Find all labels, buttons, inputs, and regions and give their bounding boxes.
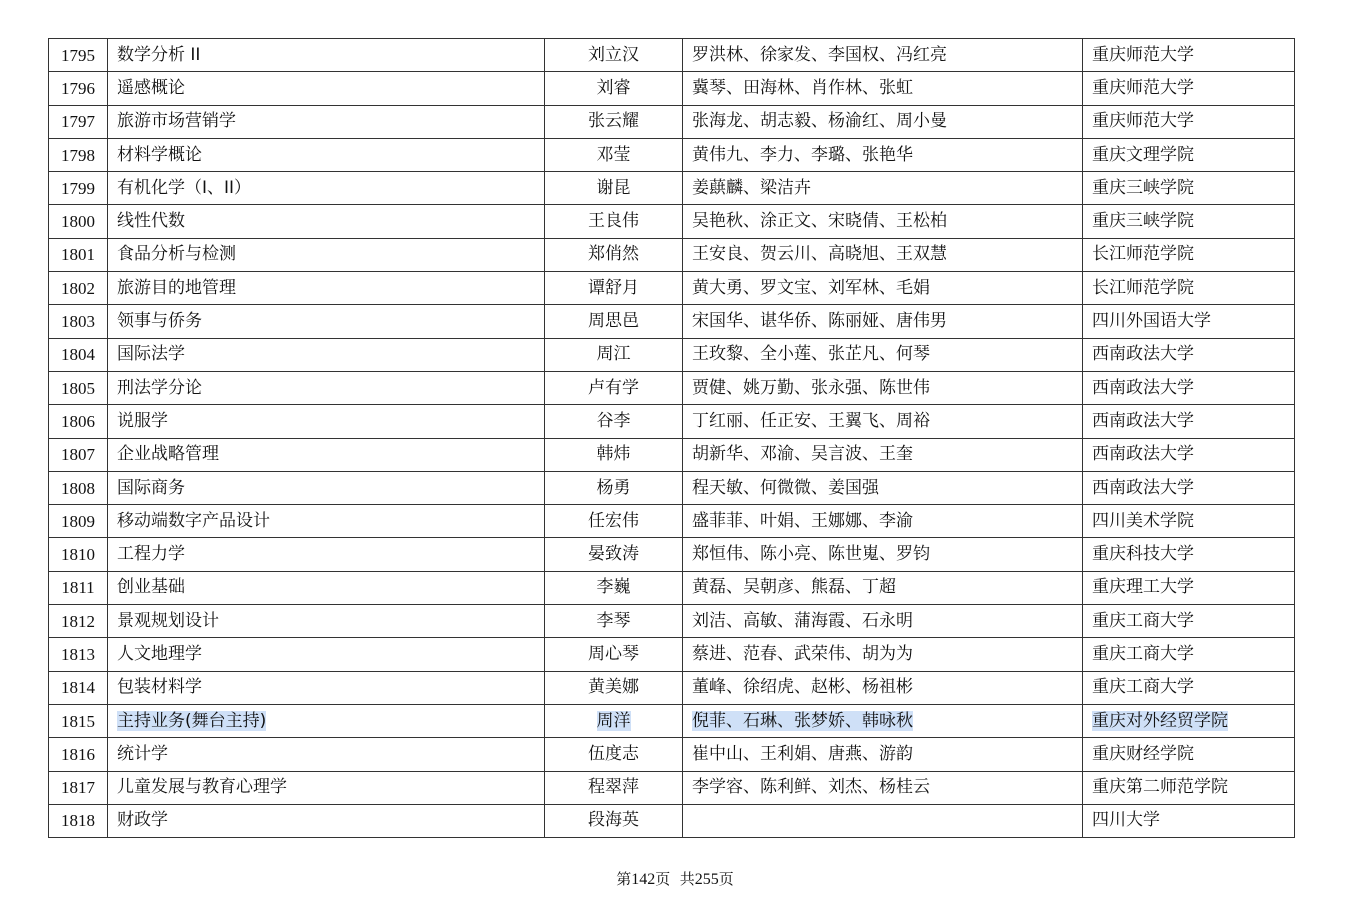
course-name-cell xyxy=(108,538,545,571)
school-cell xyxy=(1083,371,1295,404)
course-table xyxy=(48,38,1295,838)
school-cell xyxy=(1083,72,1295,105)
course-name-text: 旅游目的地管理 xyxy=(117,277,236,298)
course-name-cell xyxy=(108,272,545,305)
course-lead-text: 谷李 xyxy=(596,410,631,431)
team-members-cell xyxy=(683,438,1083,471)
course-lead-cell xyxy=(545,305,683,338)
table-body xyxy=(49,39,1295,838)
course-lead-cell xyxy=(545,405,683,438)
school-text: 西南政法大学 xyxy=(1092,344,1194,365)
team-members-text: 程天敏、何微微、姜国强 xyxy=(692,477,879,498)
school-text: 重庆科技大学 xyxy=(1092,544,1194,565)
row-number-text: 1806 xyxy=(61,411,95,431)
row-number-cell xyxy=(49,105,108,138)
course-lead-cell xyxy=(545,338,683,371)
team-members-cell xyxy=(683,671,1083,704)
course-lead-text: 任宏伟 xyxy=(588,510,639,531)
table-row xyxy=(49,138,1295,171)
course-lead-cell xyxy=(545,638,683,671)
school-text: 重庆三峡学院 xyxy=(1092,211,1194,232)
table-row xyxy=(49,371,1295,404)
course-name-text: 企业战略管理 xyxy=(117,444,219,465)
school-cell xyxy=(1083,138,1295,171)
school-cell xyxy=(1083,738,1295,771)
course-name-text: 食品分析与检测 xyxy=(117,244,236,265)
course-lead-cell xyxy=(545,172,683,205)
course-name-cell xyxy=(108,671,545,704)
course-lead-cell xyxy=(545,438,683,471)
school-text: 重庆工商大学 xyxy=(1092,677,1194,698)
table-row xyxy=(49,771,1295,804)
course-lead-text: 韩炜 xyxy=(596,444,631,465)
school-cell xyxy=(1083,105,1295,138)
team-members-text: 吴艳秋、涂正文、宋晓倩、王松柏 xyxy=(692,211,947,232)
row-number-cell xyxy=(49,438,108,471)
row-number-text: 1811 xyxy=(61,578,95,598)
team-members-text: 黄伟九、李力、李璐、张艳华 xyxy=(692,144,913,165)
school-text: 四川大学 xyxy=(1092,810,1160,831)
course-lead-cell xyxy=(545,105,683,138)
school-text: 西南政法大学 xyxy=(1092,377,1194,398)
table-row xyxy=(49,738,1295,771)
course-name-text: 统计学 xyxy=(117,743,168,764)
table-row xyxy=(49,605,1295,638)
row-number-text: 1804 xyxy=(61,345,95,365)
table-row xyxy=(49,305,1295,338)
course-name-cell xyxy=(108,804,545,837)
school-cell xyxy=(1083,338,1295,371)
course-name-cell xyxy=(108,738,545,771)
course-lead-cell xyxy=(545,39,683,72)
course-lead-cell xyxy=(545,205,683,238)
course-name-text: 国际商务 xyxy=(117,477,185,498)
school-cell xyxy=(1083,505,1295,538)
table-row xyxy=(49,538,1295,571)
table-row xyxy=(49,238,1295,271)
course-name-cell xyxy=(108,771,545,804)
team-members-cell xyxy=(683,272,1083,305)
team-members-cell xyxy=(683,39,1083,72)
course-name-cell xyxy=(108,438,545,471)
school-text: 长江师范学院 xyxy=(1092,277,1194,298)
course-lead-cell xyxy=(545,272,683,305)
course-name-text: 主持业务(舞台主持) xyxy=(117,710,267,731)
school-text: 重庆第二师范学院 xyxy=(1092,777,1228,798)
row-number-cell xyxy=(49,505,108,538)
school-text: 西南政法大学 xyxy=(1092,477,1194,498)
team-members-cell xyxy=(683,771,1083,804)
course-name-cell xyxy=(108,105,545,138)
course-name-text: 儿童发展与教育心理学 xyxy=(117,777,287,798)
table-row xyxy=(49,571,1295,604)
school-text: 四川外国语大学 xyxy=(1092,311,1211,332)
team-members-text: 董峰、徐绍虎、赵彬、杨祖彬 xyxy=(692,677,913,698)
current-page-number: 142 xyxy=(631,871,656,888)
table-row xyxy=(49,704,1295,737)
row-number-text: 1808 xyxy=(61,478,95,498)
course-lead-cell xyxy=(545,471,683,504)
table-row xyxy=(49,471,1295,504)
row-number-cell xyxy=(49,305,108,338)
school-cell xyxy=(1083,172,1295,205)
team-members-text: 李学容、陈利鲜、刘杰、杨桂云 xyxy=(692,777,930,798)
course-lead-text: 谢昆 xyxy=(596,177,631,198)
course-name-text: 创业基础 xyxy=(117,577,185,598)
course-lead-cell xyxy=(545,538,683,571)
row-number-cell xyxy=(49,338,108,371)
course-name-text: 数学分析 II xyxy=(117,44,201,65)
course-lead-text: 段海英 xyxy=(588,810,639,831)
course-name-cell xyxy=(108,172,545,205)
team-members-text: 王安良、贺云川、高晓旭、王双慧 xyxy=(692,244,947,265)
school-text: 西南政法大学 xyxy=(1092,444,1194,465)
row-number-text: 1816 xyxy=(61,744,95,764)
team-members-cell xyxy=(683,338,1083,371)
row-number-cell xyxy=(49,738,108,771)
course-lead-cell xyxy=(545,571,683,604)
total-page-number: 255 xyxy=(694,871,719,888)
course-name-cell xyxy=(108,371,545,404)
course-lead-text: 刘睿 xyxy=(596,77,631,98)
row-number-cell xyxy=(49,371,108,404)
course-name-cell xyxy=(108,605,545,638)
course-name-text: 刑法学分论 xyxy=(117,377,202,398)
table-row xyxy=(49,172,1295,205)
course-name-text: 有机化学（I、II） xyxy=(117,177,252,198)
school-text: 重庆对外经贸学院 xyxy=(1092,710,1228,731)
team-members-cell xyxy=(683,471,1083,504)
row-number-cell xyxy=(49,72,108,105)
team-members-text: 崔中山、王利娟、唐燕、游韵 xyxy=(692,743,913,764)
team-members-text: 郑恒伟、陈小亮、陈世嵬、罗钧 xyxy=(692,544,930,565)
row-number-text: 1814 xyxy=(61,678,95,698)
course-name-cell xyxy=(108,39,545,72)
row-number-text: 1813 xyxy=(61,644,95,664)
row-number-text: 1798 xyxy=(61,145,95,165)
course-name-cell xyxy=(108,405,545,438)
table-row xyxy=(49,105,1295,138)
course-name-text: 领事与侨务 xyxy=(117,311,202,332)
row-number-cell xyxy=(49,405,108,438)
course-lead-text: 谭舒月 xyxy=(588,277,639,298)
school-cell xyxy=(1083,605,1295,638)
row-number-text: 1807 xyxy=(61,445,95,465)
course-lead-cell xyxy=(545,738,683,771)
school-text: 重庆师范大学 xyxy=(1092,44,1194,65)
team-members-cell xyxy=(683,172,1083,205)
school-cell xyxy=(1083,704,1295,737)
course-lead-cell xyxy=(545,371,683,404)
course-lead-text: 王良伟 xyxy=(588,211,639,232)
row-number-cell xyxy=(49,471,108,504)
team-members-cell xyxy=(683,605,1083,638)
course-lead-cell xyxy=(545,238,683,271)
row-number-cell xyxy=(49,538,108,571)
row-number-text: 1818 xyxy=(61,811,95,831)
team-members-text: 刘洁、高敏、蒲海霞、石永明 xyxy=(692,610,913,631)
course-name-text: 说服学 xyxy=(117,410,168,431)
team-members-text: 蔡进、范春、武荣伟、胡为为 xyxy=(692,643,913,664)
row-number-text: 1810 xyxy=(61,545,95,565)
school-cell xyxy=(1083,804,1295,837)
row-number-text: 1797 xyxy=(61,112,95,132)
team-members-cell xyxy=(683,804,1083,837)
team-members-cell xyxy=(683,238,1083,271)
course-lead-text: 刘立汉 xyxy=(588,44,639,65)
school-cell xyxy=(1083,638,1295,671)
course-lead-cell xyxy=(545,804,683,837)
course-name-cell xyxy=(108,238,545,271)
page-footer xyxy=(0,868,1350,889)
footer-suffix: 页 xyxy=(718,870,734,888)
school-text: 四川美术学院 xyxy=(1092,510,1194,531)
row-number-cell xyxy=(49,172,108,205)
team-members-cell xyxy=(683,105,1083,138)
course-name-text: 景观规划设计 xyxy=(117,610,219,631)
course-name-cell xyxy=(108,704,545,737)
course-lead-text: 李琴 xyxy=(596,610,631,631)
course-lead-text: 卢有学 xyxy=(588,377,639,398)
footer-prefix: 第 xyxy=(616,870,632,888)
school-cell xyxy=(1083,671,1295,704)
school-cell xyxy=(1083,438,1295,471)
team-members-text: 胡新华、邓渝、吴言波、王奎 xyxy=(692,444,913,465)
school-text: 长江师范学院 xyxy=(1092,244,1194,265)
course-name-cell xyxy=(108,571,545,604)
course-name-text: 线性代数 xyxy=(117,211,185,232)
course-name-text: 财政学 xyxy=(117,810,168,831)
course-name-text: 人文地理学 xyxy=(117,643,202,664)
school-cell xyxy=(1083,305,1295,338)
course-lead-text: 郑俏然 xyxy=(588,244,639,265)
row-number-cell xyxy=(49,272,108,305)
school-cell xyxy=(1083,471,1295,504)
course-lead-text: 周江 xyxy=(596,344,631,365)
course-lead-cell xyxy=(545,771,683,804)
course-name-cell xyxy=(108,505,545,538)
school-text: 重庆三峡学院 xyxy=(1092,177,1194,198)
course-name-cell xyxy=(108,338,545,371)
course-lead-text: 张云耀 xyxy=(588,111,639,132)
team-members-text: 贾健、姚万勤、张永强、陈世伟 xyxy=(692,377,930,398)
team-members-text: 宋国华、谌华侨、陈丽娅、唐伟男 xyxy=(692,311,947,332)
row-number-cell xyxy=(49,138,108,171)
course-lead-text: 黄美娜 xyxy=(588,677,639,698)
team-members-cell xyxy=(683,305,1083,338)
row-number-text: 1796 xyxy=(61,78,95,98)
row-number-text: 1817 xyxy=(61,778,95,798)
course-lead-text: 晏致涛 xyxy=(588,544,639,565)
course-lead-cell xyxy=(545,605,683,638)
row-number-text: 1803 xyxy=(61,312,95,332)
course-name-text: 移动端数字产品设计 xyxy=(117,510,270,531)
row-number-cell xyxy=(49,704,108,737)
course-lead-cell xyxy=(545,671,683,704)
school-text: 重庆工商大学 xyxy=(1092,610,1194,631)
team-members-text: 丁红丽、任正安、王翼飞、周裕 xyxy=(692,410,930,431)
school-cell xyxy=(1083,238,1295,271)
course-name-text: 包装材料学 xyxy=(117,677,202,698)
table-row xyxy=(49,438,1295,471)
course-name-cell xyxy=(108,638,545,671)
table-row xyxy=(49,671,1295,704)
team-members-cell xyxy=(683,538,1083,571)
team-members-text: 倪菲、石琳、张梦娇、韩咏秋 xyxy=(692,710,913,731)
course-name-cell xyxy=(108,205,545,238)
row-number-text: 1802 xyxy=(61,278,95,298)
team-members-text: 罗洪林、徐家发、李国权、冯红亮 xyxy=(692,44,947,65)
table-row xyxy=(49,272,1295,305)
course-lead-text: 李巍 xyxy=(596,577,631,598)
team-members-cell xyxy=(683,505,1083,538)
course-lead-text: 邓莹 xyxy=(596,144,631,165)
school-cell xyxy=(1083,39,1295,72)
footer-mid: 页 共 xyxy=(655,870,695,888)
school-cell xyxy=(1083,205,1295,238)
row-number-cell xyxy=(49,39,108,72)
row-number-cell xyxy=(49,571,108,604)
school-text: 西南政法大学 xyxy=(1092,410,1194,431)
table-row xyxy=(49,72,1295,105)
team-members-text: 王玫黎、全小莲、张芷凡、何琴 xyxy=(692,344,930,365)
school-text: 重庆师范大学 xyxy=(1092,111,1194,132)
school-cell xyxy=(1083,272,1295,305)
school-text: 重庆工商大学 xyxy=(1092,643,1194,664)
table-row xyxy=(49,338,1295,371)
row-number-text: 1800 xyxy=(61,212,95,232)
course-lead-text: 伍度志 xyxy=(588,743,639,764)
course-lead-cell xyxy=(545,505,683,538)
school-cell xyxy=(1083,771,1295,804)
school-text: 重庆财经学院 xyxy=(1092,743,1194,764)
team-members-cell xyxy=(683,571,1083,604)
row-number-text: 1795 xyxy=(61,45,95,65)
course-lead-text: 周洋 xyxy=(596,710,631,731)
row-number-text: 1801 xyxy=(61,245,95,265)
course-name-text: 工程力学 xyxy=(117,544,185,565)
team-members-cell xyxy=(683,738,1083,771)
row-number-cell xyxy=(49,605,108,638)
row-number-cell xyxy=(49,771,108,804)
row-number-cell xyxy=(49,205,108,238)
team-members-text: 黄磊、吴朝彦、熊磊、丁超 xyxy=(692,577,896,598)
row-number-text: 1805 xyxy=(61,378,95,398)
course-lead-cell xyxy=(545,704,683,737)
table-row xyxy=(49,505,1295,538)
course-name-text: 旅游市场营销学 xyxy=(117,111,236,132)
course-name-cell xyxy=(108,72,545,105)
school-cell xyxy=(1083,405,1295,438)
course-name-text: 遥感概论 xyxy=(117,77,185,98)
school-text: 重庆文理学院 xyxy=(1092,144,1194,165)
course-lead-text: 杨勇 xyxy=(596,477,631,498)
team-members-cell xyxy=(683,704,1083,737)
row-number-text: 1799 xyxy=(61,178,95,198)
table-row xyxy=(49,205,1295,238)
course-name-cell xyxy=(108,305,545,338)
course-name-text: 材料学概论 xyxy=(117,144,202,165)
course-name-cell xyxy=(108,138,545,171)
course-name-text: 国际法学 xyxy=(117,344,185,365)
course-lead-text: 周心琴 xyxy=(588,643,639,664)
table-row xyxy=(49,39,1295,72)
course-name-cell xyxy=(108,471,545,504)
course-lead-text: 程翠萍 xyxy=(588,777,639,798)
team-members-cell xyxy=(683,205,1083,238)
team-members-text: 冀琴、田海林、肖作林、张虹 xyxy=(692,77,913,98)
school-text: 重庆师范大学 xyxy=(1092,77,1194,98)
row-number-cell xyxy=(49,804,108,837)
row-number-cell xyxy=(49,638,108,671)
team-members-cell xyxy=(683,405,1083,438)
school-text: 重庆理工大学 xyxy=(1092,577,1194,598)
row-number-text: 1815 xyxy=(61,711,95,731)
team-members-text: 盛菲菲、叶娟、王娜娜、李渝 xyxy=(692,510,913,531)
team-members-text: 黄大勇、罗文宝、刘军林、毛娟 xyxy=(692,277,930,298)
row-number-text: 1812 xyxy=(61,611,95,631)
row-number-cell xyxy=(49,671,108,704)
course-lead-cell xyxy=(545,72,683,105)
row-number-text: 1809 xyxy=(61,511,95,531)
course-lead-cell xyxy=(545,138,683,171)
team-members-cell xyxy=(683,138,1083,171)
team-members-text: 张海龙、胡志毅、杨渝红、周小曼 xyxy=(692,111,947,132)
team-members-cell xyxy=(683,371,1083,404)
school-cell xyxy=(1083,571,1295,604)
row-number-cell xyxy=(49,238,108,271)
school-cell xyxy=(1083,538,1295,571)
table-row xyxy=(49,638,1295,671)
table-row xyxy=(49,405,1295,438)
team-members-cell xyxy=(683,638,1083,671)
table-row xyxy=(49,804,1295,837)
team-members-cell xyxy=(683,72,1083,105)
team-members-text: 姜蕻麟、梁洁卉 xyxy=(692,177,811,198)
course-lead-text: 周思邑 xyxy=(588,311,639,332)
